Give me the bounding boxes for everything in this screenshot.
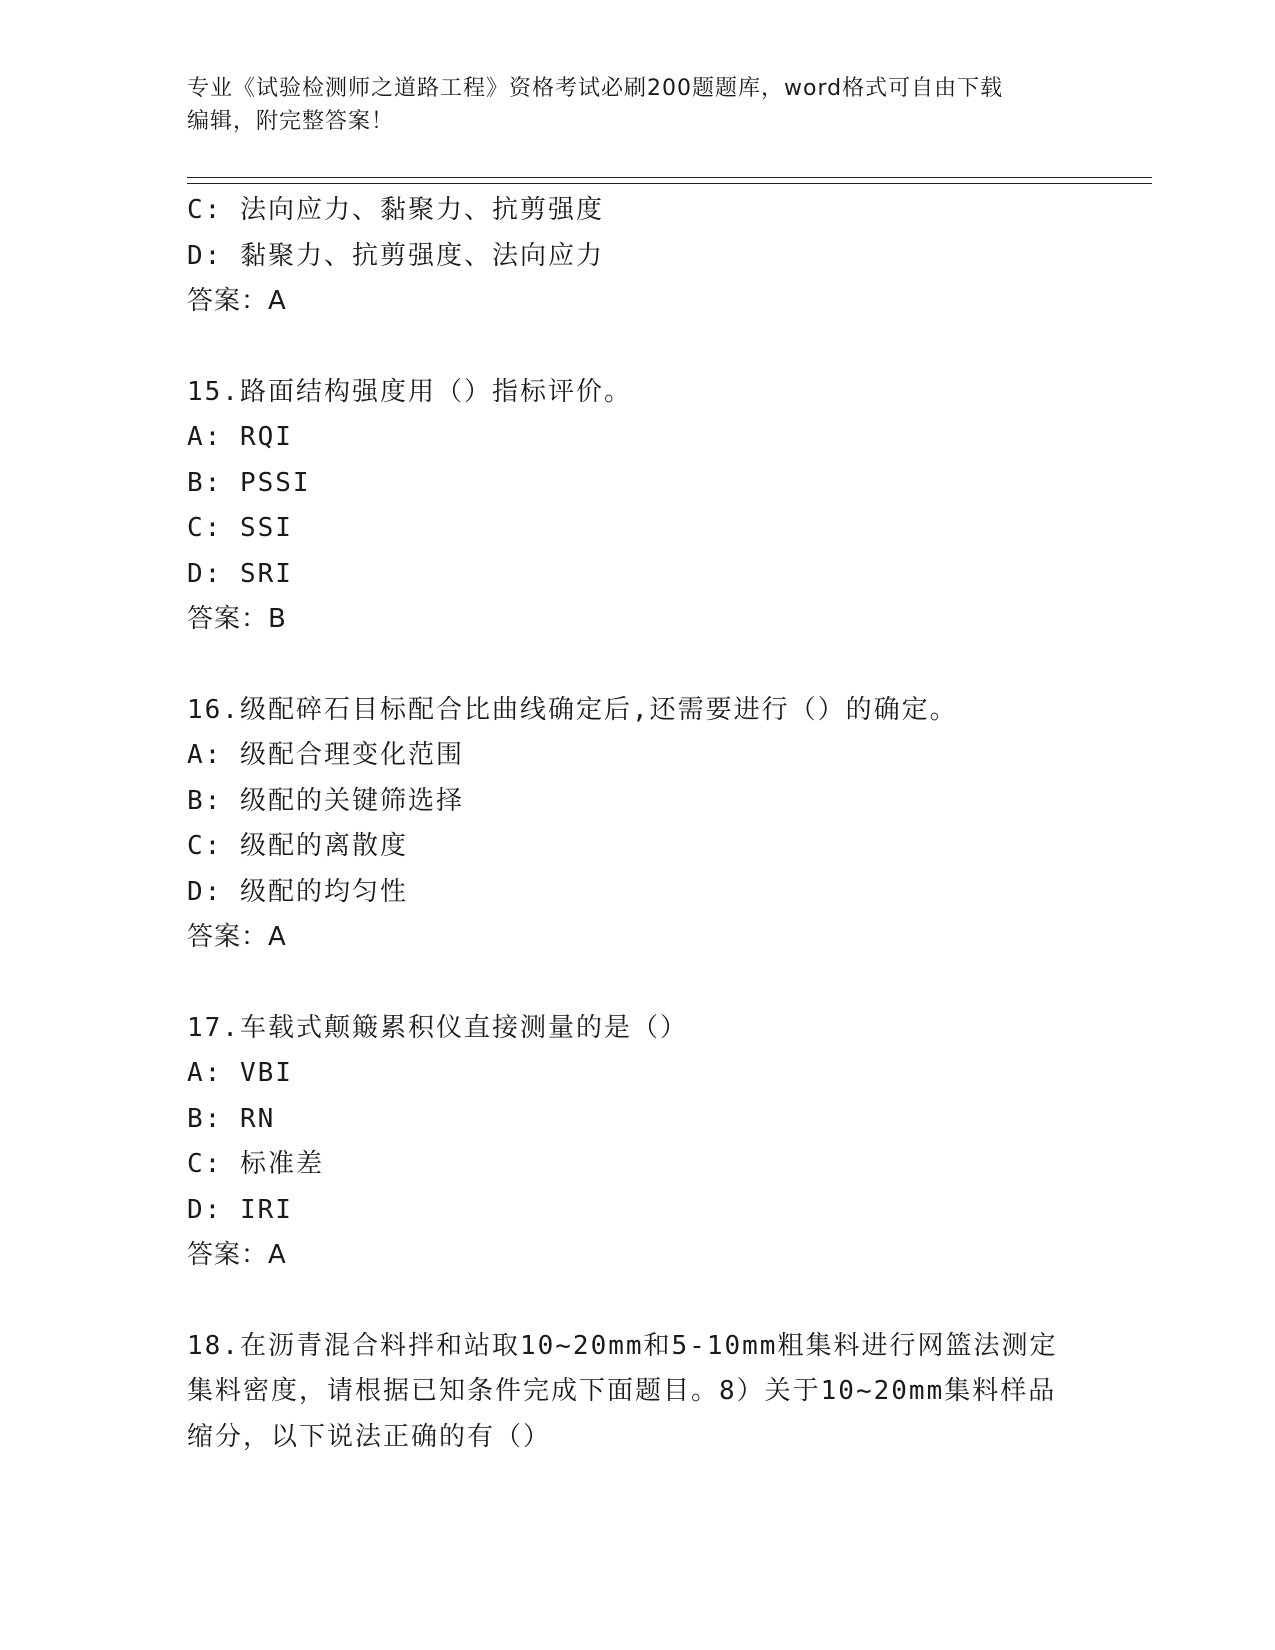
- option-c: C: 标准差: [187, 1149, 324, 1179]
- option-d: D: SRI: [187, 558, 293, 589]
- header-line-1: 专业《试验检测师之道路工程》资格考试必刷200题题库，word格式可自由下载: [187, 76, 1004, 101]
- header-divider-top: [187, 177, 1152, 178]
- option-b: B: PSSI: [187, 467, 311, 498]
- question-18: [187, 1324, 1087, 1461]
- option-a: A: VBI: [187, 1058, 293, 1088]
- question-text-line-3: 缩分，以下说法正确的有（）: [187, 1421, 552, 1452]
- option-a: A: 级配合理变化范围: [187, 740, 464, 770]
- option-b: B: 级配的关键筛选择: [187, 785, 464, 816]
- option-b: B: RN: [187, 1103, 276, 1134]
- question-list: [187, 188, 1087, 1460]
- question-text-line-1: 18.在沥青混合料拌和站取10~20mm和5-10mm粗集料进行网篮法测定: [187, 1330, 1058, 1361]
- question-text-line-2: 集料密度，请根据已知条件完成下面题目。8）关于10~20mm集料样品: [187, 1376, 1057, 1406]
- option-d: D: 黏聚力、抗剪强度、法向应力: [187, 240, 604, 271]
- option-d: D: 级配的均匀性: [187, 876, 408, 907]
- answer: 答案：B: [187, 604, 287, 634]
- document-header: [187, 72, 1067, 138]
- option-c: C: 法向应力、黏聚力、抗剪强度: [187, 195, 604, 225]
- option-c: C: 级配的离散度: [187, 831, 408, 861]
- question-17: [187, 1006, 1087, 1279]
- header-line-2: 编辑，附完整答案！: [187, 109, 395, 134]
- answer: 答案：A: [187, 286, 287, 316]
- answer: 答案：A: [187, 922, 287, 952]
- question-text: 15.路面结构强度用（）指标评价。: [187, 376, 632, 407]
- header-divider-bottom: [187, 183, 1152, 184]
- question-15: [187, 370, 1087, 643]
- option-d: D: IRI: [187, 1194, 293, 1225]
- question-16: [187, 688, 1087, 961]
- question-text: 17.车载式颠簸累积仪直接测量的是（）: [187, 1012, 688, 1043]
- option-c: C: SSI: [187, 513, 293, 543]
- answer: 答案：A: [187, 1240, 287, 1270]
- question-14-continued: [187, 188, 1087, 325]
- question-text: 16.级配碎石目标配合比曲线确定后,还需要进行（）的确定。: [187, 694, 958, 725]
- option-a: A: RQI: [187, 422, 293, 452]
